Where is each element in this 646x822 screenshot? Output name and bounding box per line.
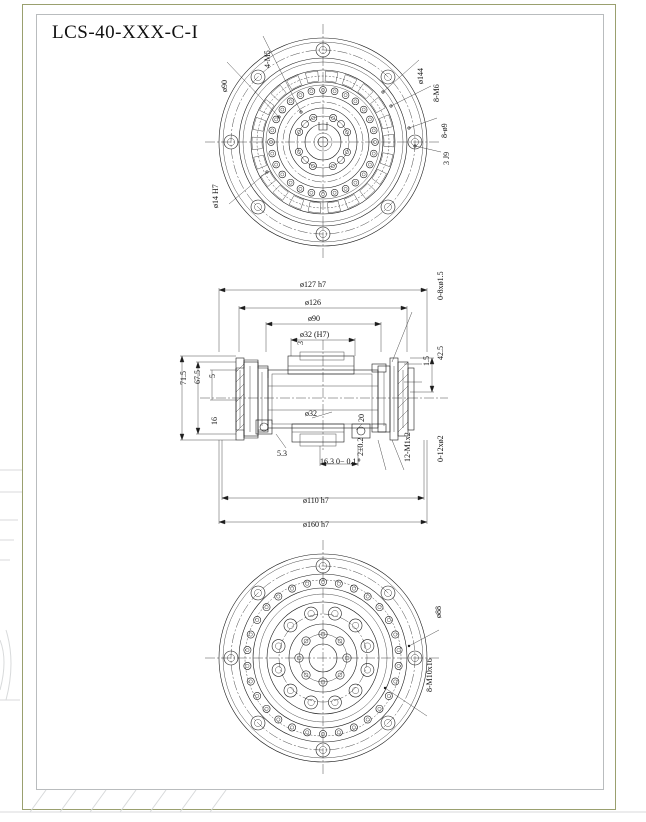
label-4-m5: 4-M5 <box>263 50 272 68</box>
label-dia14-h7: ø14 H7 <box>211 184 220 208</box>
label-12-m1x2: 12-M1x2 <box>403 432 412 462</box>
label-8-dia9: 8-ø9 <box>440 123 449 138</box>
label-dia127-h7: ø127 h7 <box>300 280 326 289</box>
label-dia88: ø88 <box>434 606 443 618</box>
label-8-m6: 8-M6 <box>432 84 441 102</box>
label-1-5: 1.5 <box>422 356 431 366</box>
label-8-m10x16: 8-M10x16 <box>425 658 434 692</box>
label-0-12x2: 0-12xø2 <box>436 435 445 462</box>
label-67-5: 67.5 <box>193 370 202 384</box>
page-title: LCS-40-XXX-C-I <box>52 22 199 43</box>
label-3-j9: 3 J9 <box>442 151 451 165</box>
label-71-5: 71.5 <box>179 371 188 385</box>
label-dia32: ø32 <box>305 409 317 418</box>
label-20: 20 <box>357 414 366 422</box>
label-2-plusminus-0-2: * 2±0.2 <box>356 437 365 462</box>
label-dia110-h7: ø110 h7 <box>303 496 329 505</box>
label-dia90: ø90 <box>220 80 229 92</box>
label-16-3-tol: 16.3 0− 0.1 <box>320 457 357 466</box>
label-3: 3 <box>296 341 305 345</box>
label-16: 16 <box>210 417 219 425</box>
label-0-8x1-5: 0-8xø1.5 <box>436 271 445 300</box>
label-dia160-h7: ø160 h7 <box>303 520 329 529</box>
label-dia32-h7: ø32 (H7) <box>300 330 330 339</box>
label-5: 5 <box>208 374 217 378</box>
label-dia126: ø126 <box>305 298 321 307</box>
label-dia144: ø144 <box>416 68 425 84</box>
label-5-3: 5.3 <box>277 449 287 458</box>
label-42-5: 42.5 <box>436 346 445 360</box>
label-dia90: ø90 <box>308 314 320 323</box>
